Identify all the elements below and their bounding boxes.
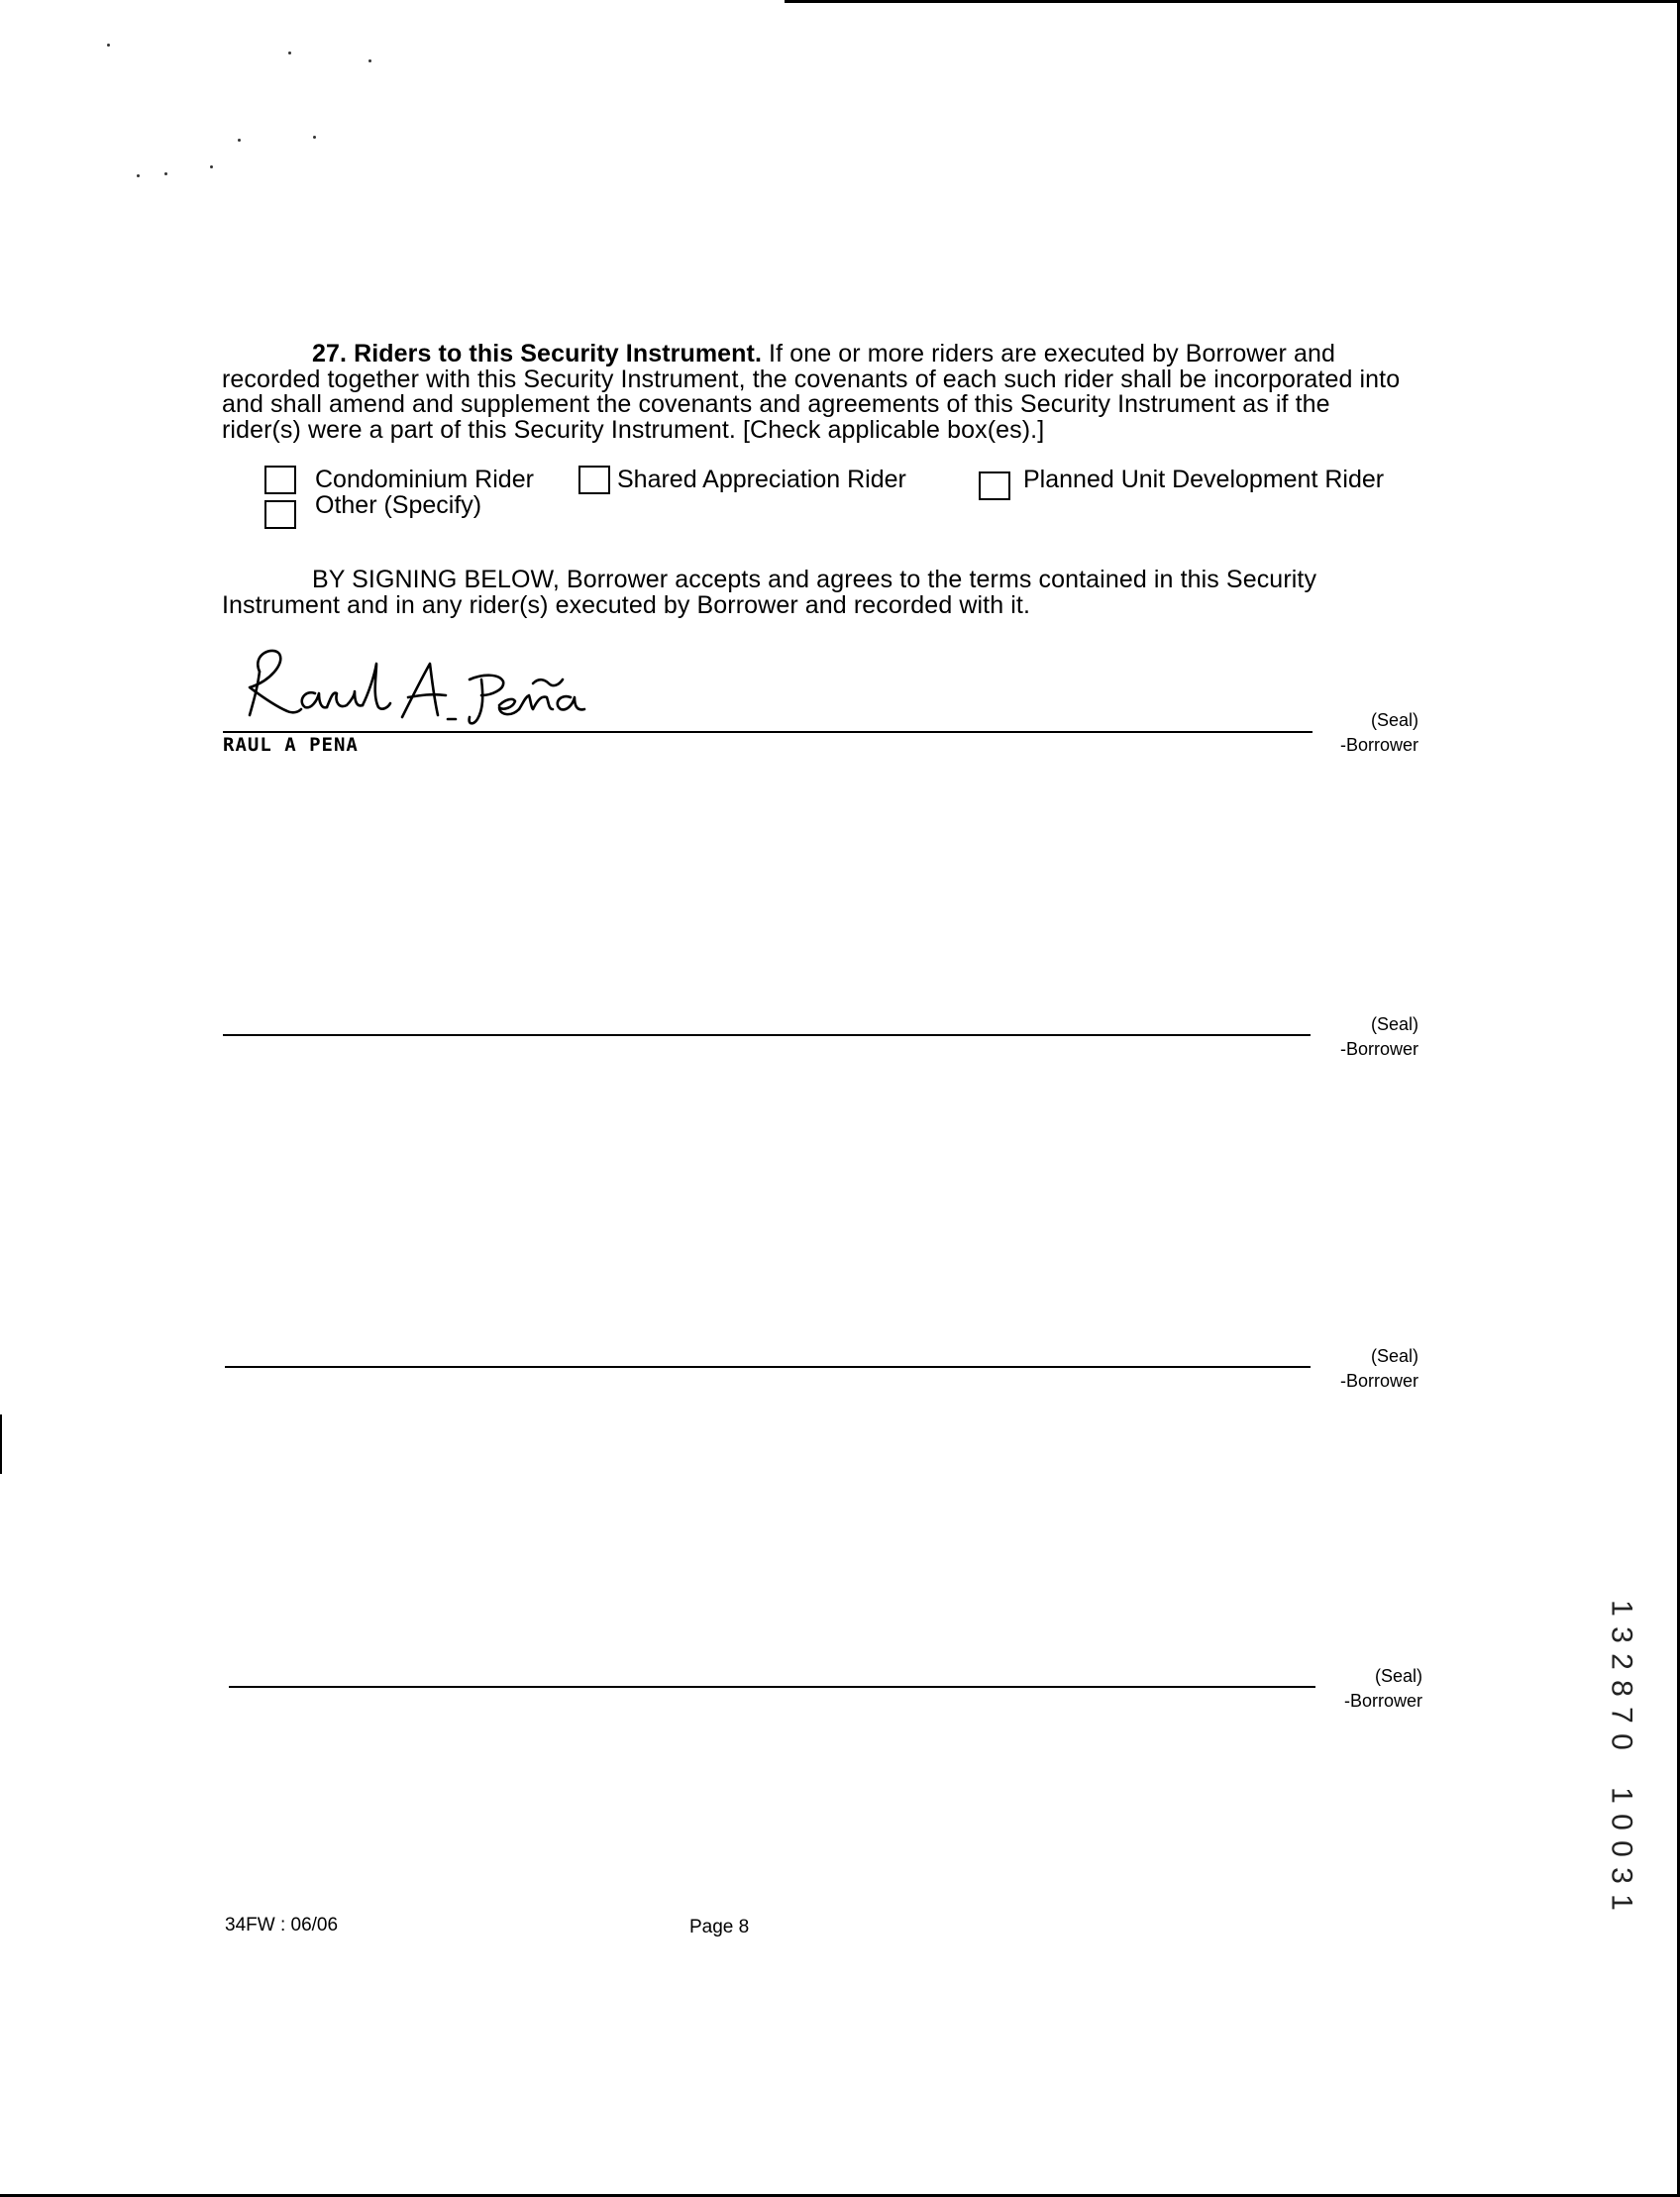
scan-speck [164,172,167,175]
recording-number-digit: 0 [1605,1733,1638,1750]
recording-number-digit: 3 [1605,1626,1638,1643]
scan-speck [210,165,213,168]
signature-line-1 [223,731,1312,733]
section-27-paragraph [222,342,1411,443]
borrower-role-label: -Borrower [1339,1039,1418,1059]
recording-number-digit: 1 [1605,1600,1638,1617]
planned-unit-development-rider-checkbox[interactable] [979,471,1010,500]
scan-speck [368,59,371,62]
recording-number-digit: 1 [1605,1787,1638,1804]
form-code: 34FW : 06/06 [225,1915,339,1935]
signature-line-3 [225,1366,1311,1368]
borrower-role-label: -Borrower [1339,1371,1418,1391]
page-border-top [785,0,1680,3]
page-number: Page 8 [689,1917,750,1937]
recording-number-digit: 7 [1605,1707,1638,1724]
condominium-rider-checkbox[interactable] [264,466,296,494]
scan-speck [107,44,110,47]
scan-speck [137,174,140,177]
shared-appreciation-rider-checkbox[interactable] [578,466,610,494]
scan-speck [313,136,316,139]
signing-statement-text: BY SIGNING BELOW, Borrower accepts and agrees to the terms contained in this Security Instrument and in any rider(s) executed by Borrower and recorded with it. [222,566,1317,619]
section-27-heading: 27. Riders to this Security Instrument. [312,340,763,367]
seal-label: (Seal) [1374,1666,1422,1686]
seal-label: (Seal) [1370,1346,1418,1366]
scan-speck [238,139,241,142]
shared-appreciation-rider-label: Shared Appreciation Rider [617,466,906,493]
recording-number-digit: 0 [1605,1840,1638,1857]
recording-number-digit [1609,1754,1635,1784]
borrower-printed-name: RAUL A PENA [223,734,359,756]
seal-label: (Seal) [1370,1014,1418,1034]
borrower-role-label: -Borrower [1339,735,1418,755]
signature-block-3-seal [1300,1344,1418,1394]
other-rider-label: Other (Specify) [315,491,482,519]
planned-unit-development-rider-label: Planned Unit Development Rider [1023,466,1385,493]
recording-number-digit: 2 [1605,1653,1638,1670]
recording-number-digit: 0 [1605,1814,1638,1831]
condominium-rider-label: Condominium Rider [315,466,534,493]
signature-line-2 [223,1034,1311,1036]
scan-speck [288,52,291,54]
recording-number [1607,1595,1636,1916]
signing-statement [222,568,1411,618]
seal-label: (Seal) [1370,710,1418,730]
signature-line-4 [229,1686,1315,1688]
borrower-role-label: -Borrower [1343,1691,1422,1711]
borrower-signature [236,636,612,740]
other-rider-checkbox[interactable] [264,500,296,529]
signature-block-2-seal [1300,1012,1418,1062]
signature-block-1-seal [1300,708,1418,758]
page-border-mark [0,1414,2,1474]
recording-number-digit: 8 [1605,1680,1638,1697]
recording-number-digit: 3 [1605,1867,1638,1884]
recording-number-digit: 1 [1605,1894,1638,1911]
signature-block-4-seal [1304,1664,1422,1714]
section-27-body: If one or more riders are executed by Borrower and recorded together with this Security Instrument, the covenants of each such rider shall be incorporated into and shall amend and supplement the covenants and agreements of this Security Instrument as if the rider(s) were a part of this Security Instrument. [Check applicable box(es).] [222,340,1401,444]
